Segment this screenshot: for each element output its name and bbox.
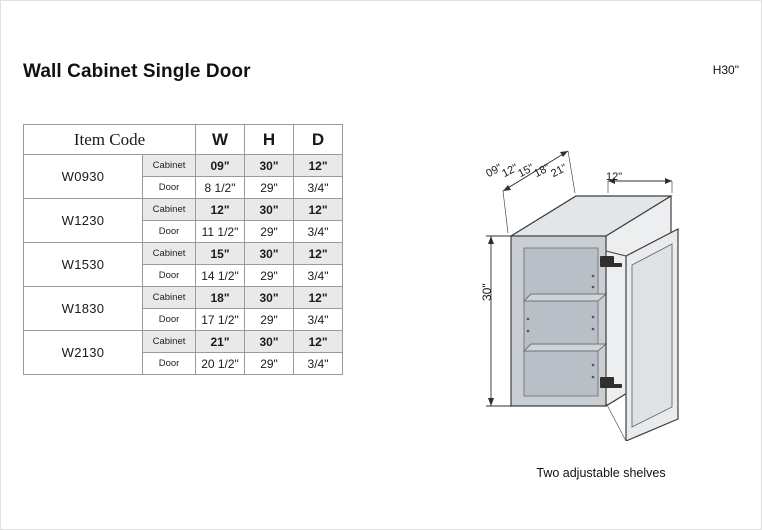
column-header-depth: D (294, 125, 343, 155)
column-header-height: H (245, 125, 294, 155)
part-label-cabinet: Cabinet (143, 155, 196, 177)
door-height: 29" (245, 309, 294, 331)
specification-table (23, 124, 343, 375)
part-label-door: Door (143, 353, 196, 375)
cabinet-depth: 12" (294, 199, 343, 221)
cabinet-isometric-drawing (456, 141, 746, 480)
cabinet-height: 30" (245, 287, 294, 309)
width-dimension-12: 12" (500, 161, 521, 181)
part-label-cabinet: Cabinet (143, 243, 196, 265)
door-depth: 3/4" (294, 265, 343, 287)
part-label-door: Door (143, 221, 196, 243)
cabinet-width: 21" (196, 331, 245, 353)
table-row (24, 287, 343, 309)
cabinet-width: 09" (196, 155, 245, 177)
item-code-cell: W1830 (24, 287, 143, 331)
height-dimension-label: 30" (480, 283, 494, 301)
depth-dimension-label: 12" (606, 171, 623, 183)
part-label-door: Door (143, 177, 196, 199)
door-depth: 3/4" (294, 221, 343, 243)
cabinet-width: 18" (196, 287, 245, 309)
door-height: 29" (245, 353, 294, 375)
part-label-cabinet: Cabinet (143, 287, 196, 309)
door-width: 20 1/2" (196, 353, 245, 375)
width-dimension-21: 21" (548, 161, 569, 181)
cabinet-width: 15" (196, 243, 245, 265)
item-code-cell: W1230 (24, 199, 143, 243)
height-code-label: H30" (712, 63, 739, 77)
door-width: 11 1/2" (196, 221, 245, 243)
part-label-cabinet: Cabinet (143, 331, 196, 353)
column-header-item-code: Item Code (24, 125, 196, 155)
door-depth: 3/4" (294, 177, 343, 199)
door-depth: 3/4" (294, 353, 343, 375)
cabinet-width: 12" (196, 199, 245, 221)
width-dimension-18: 18" (532, 161, 553, 181)
width-dimension-labels (484, 161, 569, 181)
item-code-cell: W0930 (24, 155, 143, 199)
table-row (24, 243, 343, 265)
width-dimension-15: 15" (516, 161, 537, 181)
cabinet-height: 30" (245, 243, 294, 265)
door-width: 14 1/2" (196, 265, 245, 287)
cabinet-depth: 12" (294, 243, 343, 265)
door-height: 29" (245, 221, 294, 243)
column-header-width: W (196, 125, 245, 155)
cabinet-depth: 12" (294, 155, 343, 177)
door-width: 8 1/2" (196, 177, 245, 199)
table-header-row (24, 125, 343, 155)
item-code-cell: W2130 (24, 331, 143, 375)
part-label-door: Door (143, 265, 196, 287)
table-row (24, 331, 343, 353)
cabinet-drawing-svg (456, 141, 746, 441)
door-height: 29" (245, 265, 294, 287)
cabinet-depth: 12" (294, 287, 343, 309)
door-depth: 3/4" (294, 309, 343, 331)
part-label-door: Door (143, 309, 196, 331)
item-code-cell: W1530 (24, 243, 143, 287)
cabinet-height: 30" (245, 155, 294, 177)
page-title: Wall Cabinet Single Door (23, 61, 251, 82)
table-row (24, 155, 343, 177)
cabinet-height: 30" (245, 199, 294, 221)
cabinet-height: 30" (245, 331, 294, 353)
part-label-cabinet: Cabinet (143, 199, 196, 221)
door-height: 29" (245, 177, 294, 199)
width-dimension-09: 09" (484, 161, 504, 181)
door-width: 17 1/2" (196, 309, 245, 331)
drawing-caption: Two adjustable shelves (536, 466, 666, 480)
table-row (24, 199, 343, 221)
cabinet-depth: 12" (294, 331, 343, 353)
